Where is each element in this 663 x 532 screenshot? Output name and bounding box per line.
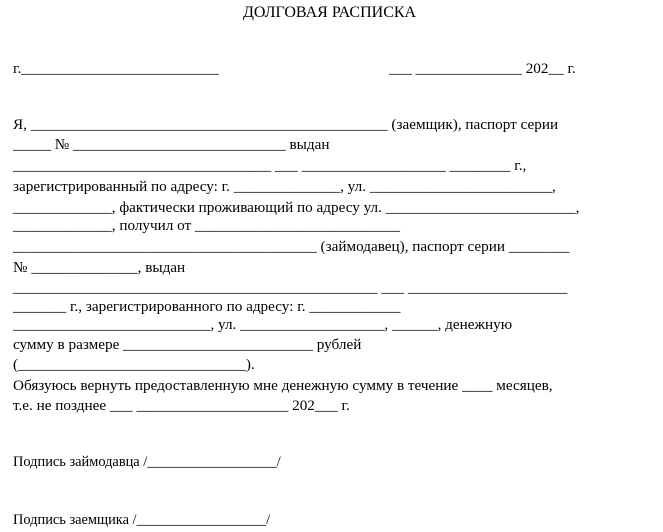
lender-issue-line: ________________________________________________ ___ _____________________ xyxy=(13,279,568,296)
issue-date-line: __________________________________ ___ ___________________ ________ г., xyxy=(13,157,527,174)
lender-passport-line: № ______________, выдан xyxy=(13,259,186,276)
passport-number-line: _____ № ____________________________ выдан xyxy=(13,136,330,153)
repayment-term-line: Обязуюсь вернуть предоставленную мне денежную сумму в течение ____ месяцев, xyxy=(13,377,553,394)
repayment-deadline-line: т.е. не позднее ___ ____________________ 202___ г. xyxy=(13,397,350,414)
borrower-signature-line: Подпись заемщика /__________________/ xyxy=(13,512,271,528)
borrower-name-line: Я, _______________________________________________ (заемщик), паспорт серии xyxy=(13,116,559,133)
date-line: ___ ______________ 202__ г. xyxy=(389,60,576,77)
lender-signature-line: Подпись займодавца /__________________/ xyxy=(13,454,281,470)
amount-line: сумму в размере _________________________ рублей xyxy=(13,336,362,353)
actual-address-line: _____________, фактически проживающий по адресу ул. _________________________, xyxy=(13,199,580,216)
lender-registration-line: _______ г., зарегистрированного по адресу: г. ____________ xyxy=(13,298,401,315)
lender-name-line: ________________________________________ (займодавец), паспорт серии ________ xyxy=(13,238,570,255)
place-line: г.__________________________ xyxy=(13,60,219,77)
document-title: ДОЛГОВАЯ РАСПИСКА xyxy=(243,4,417,21)
amount-in-words-line: (______________________________). xyxy=(13,356,255,373)
lender-address-line: __________________________, ул. ___________________, ______, денежную xyxy=(13,316,513,333)
received-from-line: _____________, получил от ___________________________ xyxy=(13,217,401,234)
registration-address-line: зарегистрированный по адресу: г. ______________, ул. ________________________, xyxy=(13,178,556,195)
